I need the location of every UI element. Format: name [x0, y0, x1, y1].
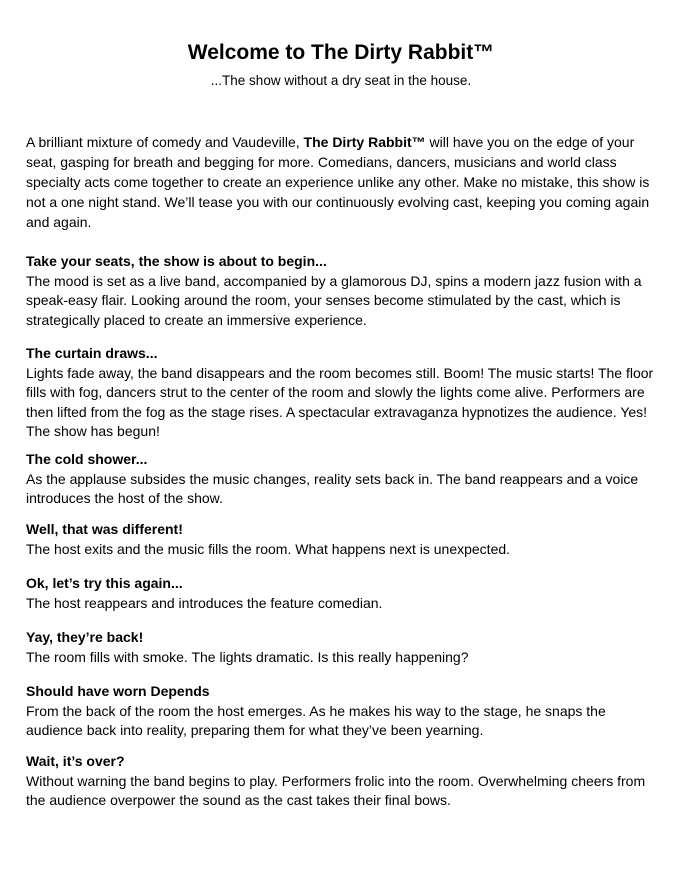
section-body: As the applause subsides the music changes, reality sets back in. The band reappears and a voice introduces the host of the show.	[26, 470, 639, 506]
section-body: Without warning the band begins to play. Performers frolic into the room. Overwhelming cheers from the audience overpower the sound as the cast takes their final bows.	[26, 772, 646, 808]
section-cold-shower	[26, 450, 658, 509]
intro-paragraph	[26, 132, 656, 232]
section-heading: Should have worn Depends	[26, 683, 210, 699]
page-title: Welcome to The Dirty Rabbit™	[187, 41, 495, 64]
section-body: The host exits and the music fills the room. What happens next is unexpected.	[26, 540, 511, 557]
intro-rest: will have you on the edge of your seat, gasping for breath and begging for more. Comedians, dancers, musicians and world class specialty acts come together to create an experience unlike any other. Make no mistake, this show is not a one night stand. We’ll tease you with our continuously evolving cast, keeping you coming again and again.	[26, 134, 650, 230]
section-wait-its-over	[26, 752, 658, 811]
section-body: The host reappears and introduces the feature comedian.	[26, 594, 383, 611]
section-heading: Yay, they’re back!	[26, 629, 144, 645]
section-theyre-back	[26, 628, 658, 667]
intro-lead: A brilliant mixture of comedy and Vaudeville,	[26, 134, 304, 150]
section-heading: The cold shower...	[26, 451, 148, 467]
section-heading: Take your seats, the show is about to begin...	[26, 253, 327, 269]
section-heading: The curtain draws...	[26, 345, 158, 361]
section-body: The room fills with smoke. The lights dramatic. Is this really happening?	[26, 648, 469, 665]
section-curtain-draws	[26, 344, 658, 442]
section-body: From the back of the room the host emerges. As he makes his way to the stage, he snaps the audience back into reality, preparing them for what they’ve been yearning.	[26, 702, 606, 738]
section-heading: Ok, let’s try this again...	[26, 575, 183, 591]
section-body: Lights fade away, the band disappears and the room becomes still. Boom! The music starts! The floor fills with fog, dancers strut to the center of the room and slowly the lights come alive. Performers are then lifted from the fog as the stage rises. A spectacular extravaganza hypnotizes the audience. Yes! The show has begun!	[26, 364, 654, 439]
section-that-was-different	[26, 520, 658, 559]
section-body: The mood is set as a live band, accompanied by a glamorous DJ, spins a modern jazz fusion with a speak-easy flair. Looking around the room, your senses become stimulated by the cast, which is strategically placed to create an immersive experience.	[26, 272, 642, 328]
section-take-your-seats	[26, 252, 658, 330]
section-try-this-again	[26, 574, 658, 613]
section-should-have-worn-depends	[26, 682, 658, 741]
section-heading: Wait, it’s over?	[26, 753, 125, 769]
intro-brand-name: The Dirty Rabbit™	[303, 134, 426, 150]
page-subtitle: ...The show without a dry seat in the house.	[210, 73, 472, 88]
section-heading: Well, that was different!	[26, 521, 183, 537]
